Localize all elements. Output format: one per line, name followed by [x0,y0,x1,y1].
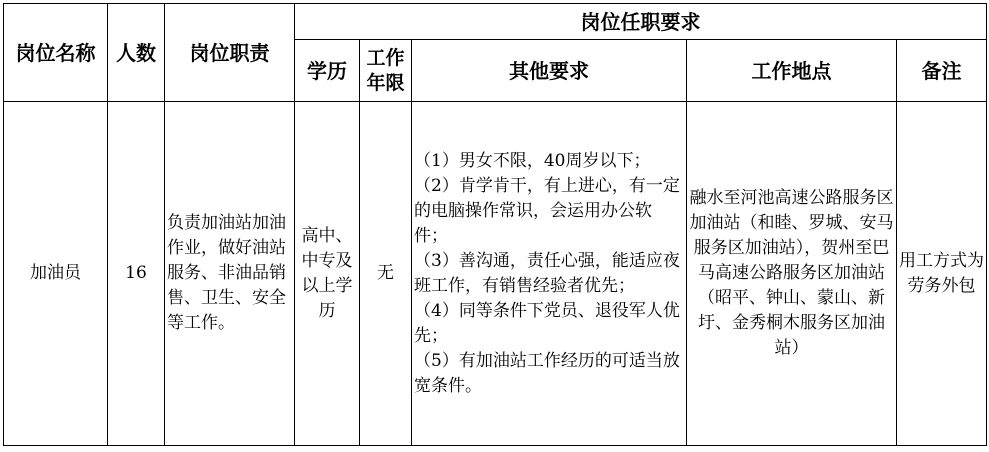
requirement-item: （5）有加油站工作经历的可适当放宽条件。 [414,350,680,396]
cell-duties: 负责加油站加油作业，做好油站服务、非油品销售、卫生、安全等工作。 [165,102,295,446]
cell-work-years: 无 [360,102,412,446]
header-work-years: 工作年限 [360,40,412,102]
requirement-item: （1）男女不限，40周岁以下； [414,150,651,171]
header-row-top [4,4,987,40]
header-headcount: 人数 [108,4,165,102]
header-requirements-group: 岗位任职要求 [295,4,987,40]
cell-headcount: 16 [108,102,165,446]
header-position-name: 岗位名称 [4,4,108,102]
job-requirements-table [3,3,987,446]
requirement-item: （4）同等条件下党员、退役军人优先； [414,300,680,346]
cell-position-name: 加油员 [4,102,108,446]
header-remarks: 备注 [897,40,987,102]
header-duties: 岗位职责 [165,4,295,102]
cell-other-requirements [412,102,687,446]
header-other-requirements: 其他要求 [412,40,687,102]
table-row [4,102,987,446]
cell-work-location: 融水至河池高速公路服务区加油站（和睦、罗城、安马服务区加油站），贺州至巴马高速公路服务区加油站（昭平、钟山、蒙山、新圩、金秀桐木服务区加油站） [687,102,897,446]
cell-education: 高中、中专及以上学历 [295,102,360,446]
requirement-item: （3）善沟通，责任心强，能适应夜班工作，有销售经验者优先； [414,250,680,296]
header-work-location: 工作地点 [687,40,897,102]
requirement-item: （2）肯学肯干，有上进心，有一定的电脑操作常识，会运用办公软件； [414,175,680,246]
cell-remarks: 用工方式为劳务外包 [897,102,987,446]
header-education: 学历 [295,40,360,102]
